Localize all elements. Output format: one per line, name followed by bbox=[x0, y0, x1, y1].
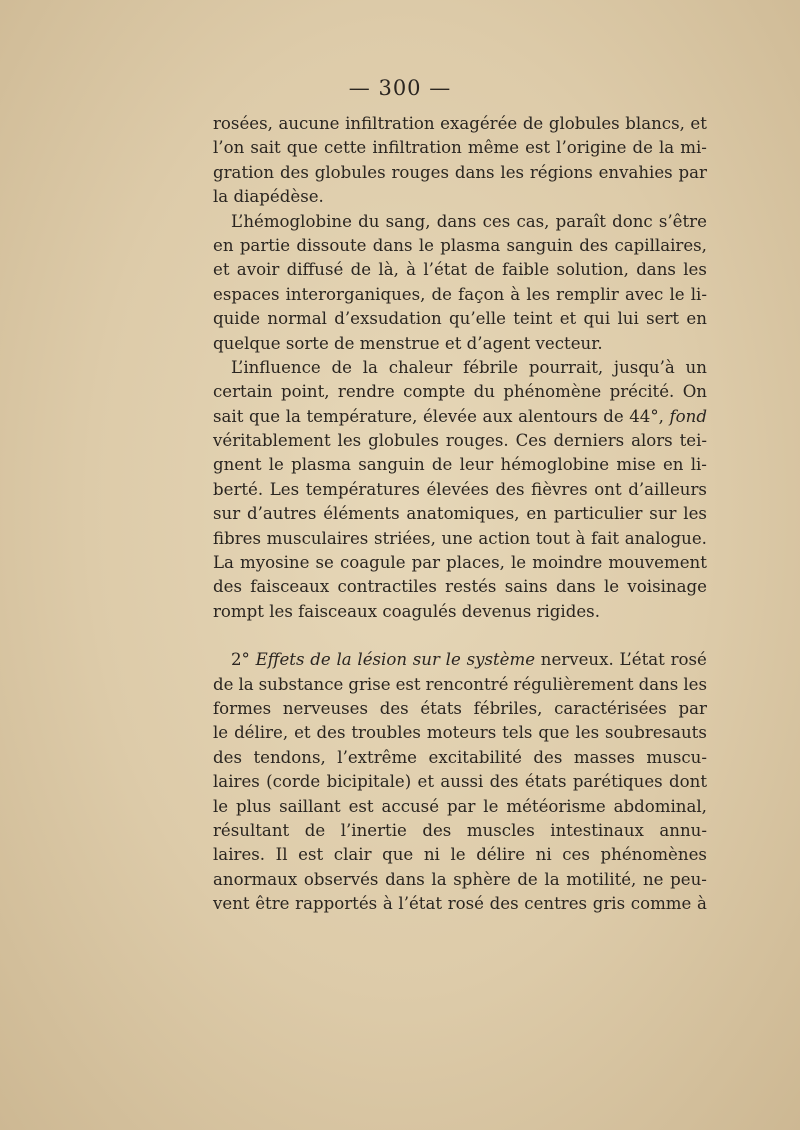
text-line: laires (corde bicipitale) et aussi des états parétiques dont bbox=[213, 772, 707, 792]
text-line: la diapédèse. bbox=[213, 187, 324, 207]
text-line: l’on sait que cette infiltration même est l’origine de la mi- bbox=[213, 138, 707, 158]
text-line: des tendons, l’extrême excitabilité des masses muscu- bbox=[213, 747, 707, 767]
text-line: La myosine se coagule par places, le moindre mouvement bbox=[213, 553, 707, 573]
paragraph bbox=[213, 648, 707, 916]
text-line: de la substance grise est rencontré régulièrement dans les bbox=[213, 674, 707, 694]
text-line: le délire, et des troubles moteurs tels que les soubresauts bbox=[213, 723, 707, 743]
body-text bbox=[213, 112, 707, 917]
text-line: véritablement les globules rouges. Ces derniers alors tei- bbox=[213, 431, 707, 451]
text-line: espaces interorganiques, de façon à les remplir avec le li- bbox=[213, 284, 707, 304]
text-line: des faisceaux contractiles restés sains dans le voisinage bbox=[213, 577, 707, 597]
text-line: berté. Les températures élevées des fièvres ont d’ailleurs bbox=[213, 479, 707, 499]
text-line: rompt les faisceaux coagulés devenus rigides. bbox=[213, 601, 600, 621]
text-line: gration des globules rouges dans les régions envahies par bbox=[213, 162, 707, 182]
text-line: gnent le plasma sanguin de leur hémoglobine mise en li- bbox=[213, 455, 707, 475]
text-line: quelque sorte de menstrue et d’agent vecteur. bbox=[213, 333, 603, 353]
text-line: sur d’autres éléments anatomiques, en particulier sur les bbox=[213, 504, 707, 524]
text-line: anormaux observés dans la sphère de la motilité, ne peu- bbox=[213, 869, 707, 889]
text-line: en partie dissoute dans le plasma sanguin des capillaires, bbox=[213, 235, 707, 255]
text-line: formes nerveuses des états fébriles, caractérisées par bbox=[213, 698, 707, 718]
text-line: fibres musculaires striées, une action tout à fait analogue. bbox=[213, 528, 707, 548]
paragraph bbox=[213, 356, 707, 624]
text-line: quide normal d’exsudation qu’elle teint et qui lui sert en bbox=[213, 309, 707, 329]
text-line: et avoir diffusé de là, à l’état de faible solution, dans les bbox=[213, 260, 707, 280]
text-line: le plus saillant est accusé par le météorisme abdominal, bbox=[213, 796, 707, 816]
page-number: — 300 — bbox=[348, 76, 452, 100]
paragraph bbox=[213, 112, 707, 210]
text-line: rosées, aucune infiltration exagérée de globules blancs, et bbox=[213, 114, 707, 133]
text-line: résultant de l’inertie des muscles intestinaux annu- bbox=[213, 820, 707, 840]
text-line: sait que la température, élevée aux alentours de 44°, fond bbox=[213, 406, 707, 426]
text-line: vent être rapportés à l’état rosé des centres gris comme à bbox=[213, 894, 707, 914]
text-line: L’influence de la chaleur fébrile pourrait, jusqu’à un bbox=[231, 357, 707, 377]
paragraph bbox=[213, 210, 707, 356]
text-line: laires. Il est clair que ni le délire ni ces phénomènes bbox=[213, 845, 707, 865]
text-line: certain point, rendre compte du phénomène précité. On bbox=[213, 382, 707, 402]
text-line: L’hémoglobine du sang, dans ces cas, paraît donc s’être bbox=[231, 211, 707, 231]
text-line: 2° Effets de la lésion sur le système nerveux. L’état rosé bbox=[231, 650, 707, 670]
